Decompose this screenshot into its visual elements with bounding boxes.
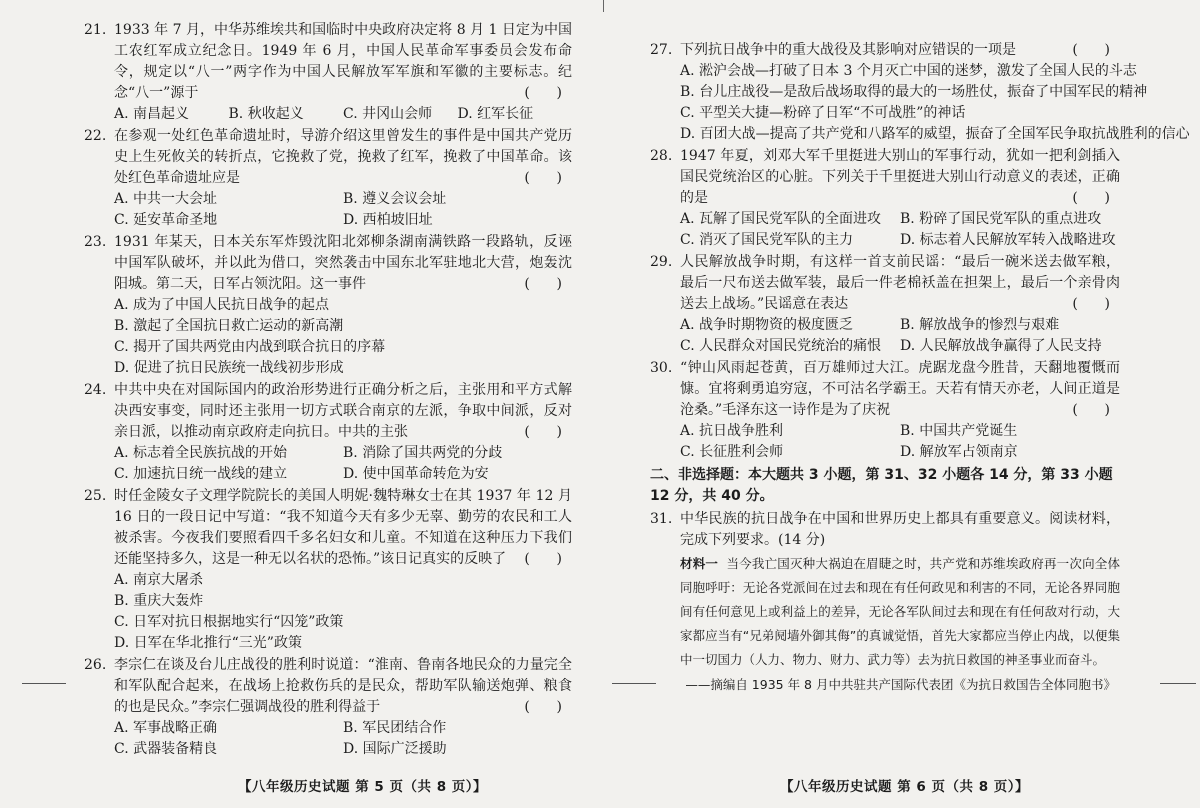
question-stem-text: 下列抗日战争中的重大战役及其影响对应错误的一项是 bbox=[680, 42, 1016, 58]
question-23 bbox=[84, 232, 572, 379]
page-footer-left: 【八年级历史试题 第 5 页（共 8 页）】 bbox=[238, 779, 488, 795]
answer-bracket: ( ) bbox=[524, 699, 562, 715]
question-stem bbox=[114, 20, 572, 104]
question-stem-text: 在参观一处红色革命遗址时，导游介绍这里曾发生的事件是中国共产党历史上生死攸关的转折点，它挽救了党，挽救了红军，挽救了中国革命。该处红色革命遗址应是 bbox=[114, 128, 572, 186]
question-stem bbox=[680, 358, 1120, 421]
option-b: B. 解放战争的惨烈与艰难 bbox=[900, 317, 1060, 333]
option-a: A. 中共一大会址 bbox=[114, 191, 218, 207]
option-d: D. 解放军占领南京 bbox=[900, 444, 1018, 460]
answer-bracket: ( ) bbox=[524, 276, 562, 292]
option-c: C. 加速抗日统一战线的建立 bbox=[114, 466, 288, 482]
question-number: 31. bbox=[650, 511, 673, 527]
option-c: C. 延安革命圣地 bbox=[114, 212, 218, 228]
question-stem bbox=[114, 655, 572, 718]
question-29 bbox=[650, 252, 1120, 357]
question-25 bbox=[84, 486, 572, 654]
option-a: A. 成为了中国人民抗日战争的起点 bbox=[114, 297, 330, 313]
option-a: A. 瓦解了国民党军队的全面进攻 bbox=[680, 211, 882, 227]
scan-mark bbox=[1160, 683, 1196, 684]
question-list-right bbox=[650, 40, 1190, 463]
question-stem bbox=[114, 486, 572, 570]
question-31 bbox=[650, 509, 1120, 551]
question-27 bbox=[650, 40, 1190, 145]
scan-mark bbox=[22, 683, 66, 684]
material-label: 材料一 bbox=[680, 556, 719, 571]
option-c: C. 消灭了国民党军队的主力 bbox=[680, 232, 854, 248]
question-26 bbox=[84, 655, 572, 760]
option-b: B. 消除了国共两党的分歧 bbox=[343, 445, 503, 461]
option-d: D. 人民解放战争赢得了人民支持 bbox=[900, 338, 1102, 354]
option-b: B. 激起了全国抗日救亡运动的新高潮 bbox=[114, 318, 344, 334]
option-c: C. 日军对抗日根据地实行“囚笼”政策 bbox=[114, 614, 344, 630]
question-stem-text: 时任金陵女子文理学院院长的美国人明妮·魏特琳女士在其 1937 年 12 月 16 日的一段日记中写道：“我不知道今天有多少无辜、勤劳的农民和工人被杀害。今夜我们要照看四千多名妇女和儿童。不知道在这种压力下我们还能坚持多久，这是一种无以名状的恐怖。”该日记真实的反映了 bbox=[114, 488, 572, 567]
question-number: 23. bbox=[84, 234, 107, 250]
option-list bbox=[680, 61, 1190, 145]
question-number: 24. bbox=[84, 382, 107, 398]
option-d: D. 国际广泛援助 bbox=[343, 741, 447, 757]
option-list bbox=[680, 315, 1120, 357]
question-number: 21. bbox=[84, 22, 107, 38]
answer-bracket: ( ) bbox=[1072, 190, 1110, 206]
answer-bracket: ( ) bbox=[1072, 296, 1110, 312]
question-number: 25. bbox=[84, 488, 107, 504]
answer-bracket: ( ) bbox=[524, 551, 562, 567]
option-d: D. 红军长征 bbox=[457, 106, 534, 122]
option-a: A. 抗日战争胜利 bbox=[680, 423, 784, 439]
material-source: ——摘编自 1935 年 8 月中共驻共产国际代表团《为抗日救国告全体同胞书》 bbox=[685, 677, 1116, 692]
answer-bracket: ( ) bbox=[524, 424, 562, 440]
answer-bracket: ( ) bbox=[1072, 42, 1110, 58]
question-stem bbox=[114, 126, 572, 189]
question-list-left bbox=[84, 20, 572, 760]
option-c: C. 长征胜利会师 bbox=[680, 444, 784, 460]
option-list bbox=[114, 295, 572, 379]
question-stem-text: 1933 年 7 月，中华苏维埃共和国临时中央政府决定将 8 月 1 日定为中国工农红军成立纪念日。1949 年 6 月，中国人民革命军事委员会发布命令，规定以“八一”两字作为中国人民解放军军旗和军徽的主要标志。纪念“八一”源于 bbox=[114, 22, 572, 101]
question-number: 22. bbox=[84, 128, 107, 144]
option-a: A. 南昌起义 bbox=[114, 106, 190, 122]
option-d: D. 西柏坡旧址 bbox=[343, 212, 433, 228]
option-list bbox=[680, 421, 1120, 463]
material-one bbox=[650, 552, 1120, 672]
option-d: D. 促进了抗日民族统一战线初步形成 bbox=[114, 360, 344, 376]
question-stem bbox=[680, 40, 1120, 61]
question-22 bbox=[84, 126, 572, 231]
question-stem-text: 人民解放战争时期，有这样一首支前民谣：“最后一碗米送去做军粮，最后一尺布送去做军装，最后一件老棉袄盖在担架上，最后一个亲骨肉送去上战场。”民谣意在表达 bbox=[680, 254, 1120, 312]
question-stem-text: “钟山风雨起苍黄，百万雄师过大江。虎踞龙盘今胜昔，天翻地覆慨而慷。宜将剩勇追穷寇，不可沽名学霸王。天若有情天亦老，人间正道是沧桑。”毛泽东这一诗作是为了庆祝 bbox=[680, 360, 1120, 418]
option-b: B. 遵义会议会址 bbox=[343, 191, 447, 207]
question-21 bbox=[84, 20, 572, 125]
option-list bbox=[114, 189, 572, 231]
option-a: A. 淞沪会战—打破了日本 3 个月灭亡中国的迷梦，激发了全国人民的斗志 bbox=[680, 63, 1137, 79]
question-stem bbox=[680, 252, 1120, 315]
option-c: C. 井冈山会师 bbox=[343, 106, 433, 122]
question-number: 26. bbox=[84, 657, 107, 673]
option-b: B. 重庆大轰炸 bbox=[114, 593, 204, 609]
option-list bbox=[114, 570, 572, 654]
option-c: C. 武器装备精良 bbox=[114, 741, 218, 757]
option-d: D. 百团大战—提高了共产党和八路军的威望，振奋了全国军民争取抗战胜利的信心 bbox=[680, 126, 1190, 142]
option-list bbox=[114, 718, 572, 760]
question-stem: 中华民族的抗日战争在中国和世界历史上都具有重要意义。阅读材料，完成下列要求。(14 分) bbox=[680, 511, 1120, 548]
option-d: D. 使中国革命转危为安 bbox=[343, 466, 489, 482]
option-b: B. 军民团结合作 bbox=[343, 720, 447, 736]
option-d: D. 标志着人民解放军转入战略进攻 bbox=[900, 232, 1116, 248]
option-d: D. 日军在华北推行“三光”政策 bbox=[114, 635, 302, 651]
question-number: 28. bbox=[650, 148, 673, 164]
page-footer-right: 【八年级历史试题 第 6 页（共 8 页）】 bbox=[780, 779, 1030, 795]
option-a: A. 标志着全民族抗战的开始 bbox=[114, 445, 288, 461]
option-a: A. 军事战略正确 bbox=[114, 720, 218, 736]
question-24 bbox=[84, 380, 572, 485]
material-text: 当今我亡国灭种大祸迫在眉睫之时，共产党和苏维埃政府再一次向全体同胞呼吁：无论各党派间在过去和现在有任何政见和利害的不同，无论各界同胞间有任何意见上或利益上的差异，无论各军队间过去和现在有任何敌对行动，大家都应当有“兄弟阋墙外御其侮”的真诚觉悟，首先大家都应当停止内战，以便集中一切国力（人力、物力、财力、武力等）去为抗日救国的神圣事业而奋斗。 bbox=[680, 556, 1120, 667]
question-stem bbox=[680, 146, 1120, 209]
question-number: 30. bbox=[650, 360, 673, 376]
option-b: B. 粉碎了国民党军队的重点进攻 bbox=[900, 211, 1102, 227]
question-stem-text: 1947 年夏，刘邓大军千里挺进大别山的军事行动，犹如一把利剑插入国民党统治区的心脏。下列关于千里挺进大别山行动意义的表述，正确的是 bbox=[680, 148, 1120, 206]
option-c: C. 人民群众对国民党统治的痛恨 bbox=[680, 338, 882, 354]
option-c: C. 揭开了国共两党由内战到联合抗日的序幕 bbox=[114, 339, 386, 355]
option-c: C. 平型关大捷—粉碎了日军“不可战胜”的神话 bbox=[680, 105, 966, 121]
question-30 bbox=[650, 358, 1120, 463]
answer-bracket: ( ) bbox=[524, 85, 562, 101]
option-a: A. 南京大屠杀 bbox=[114, 572, 204, 588]
question-number: 27. bbox=[650, 42, 673, 58]
question-stem bbox=[114, 380, 572, 443]
option-list bbox=[114, 443, 572, 485]
question-stem-text: 1931 年某天，日本关东军炸毁沈阳北郊柳条湖南满铁路一段路轨，反诬中国军队破坏，并以此为借口，突然袭击中国东北军驻地北大营，炮轰沈阳城。第二天，日军占领沈阳。这一事件 bbox=[114, 234, 572, 292]
option-b: B. 台儿庄战役—是敌后战场取得的最大的一场胜仗，振奋了中国军民的精神 bbox=[680, 84, 1148, 100]
question-28 bbox=[650, 146, 1120, 251]
question-stem bbox=[114, 232, 572, 295]
option-a: A. 战争时期物资的极度匮乏 bbox=[680, 317, 854, 333]
exam-page-6 bbox=[600, 0, 1200, 808]
option-list bbox=[114, 104, 572, 125]
option-b: B. 中国共产党诞生 bbox=[900, 423, 1018, 439]
question-number: 29. bbox=[650, 254, 673, 270]
question-stem-text: 中共中央在对国际国内的政治形势进行正确分析之后，主张用和平方式解决西安事变，同时还主张用一切方式联合南京的左派，争取中间派，反对亲日派，以推动南京政府走向抗日。中共的主张 bbox=[114, 382, 572, 440]
answer-bracket: ( ) bbox=[1072, 402, 1110, 418]
question-stem-text: 李宗仁在谈及台儿庄战役的胜利时说道：“淮南、鲁南各地民众的力量完全和军队配合起来，在战场上抢救伤兵的是民众，帮助军队输送炮弹、粮食的也是民众。”李宗仁强调战役的胜利得益于 bbox=[114, 657, 572, 715]
section-title-non-choice: 二、非选择题：本大题共 3 小题，第 31、32 小题各 14 分，第 33 小题 12 分，共 40 分。 bbox=[650, 467, 1113, 504]
scan-mark bbox=[612, 683, 656, 684]
option-b: B. 秋收起义 bbox=[228, 106, 304, 122]
option-list bbox=[680, 209, 1120, 251]
answer-bracket: ( ) bbox=[524, 170, 562, 186]
